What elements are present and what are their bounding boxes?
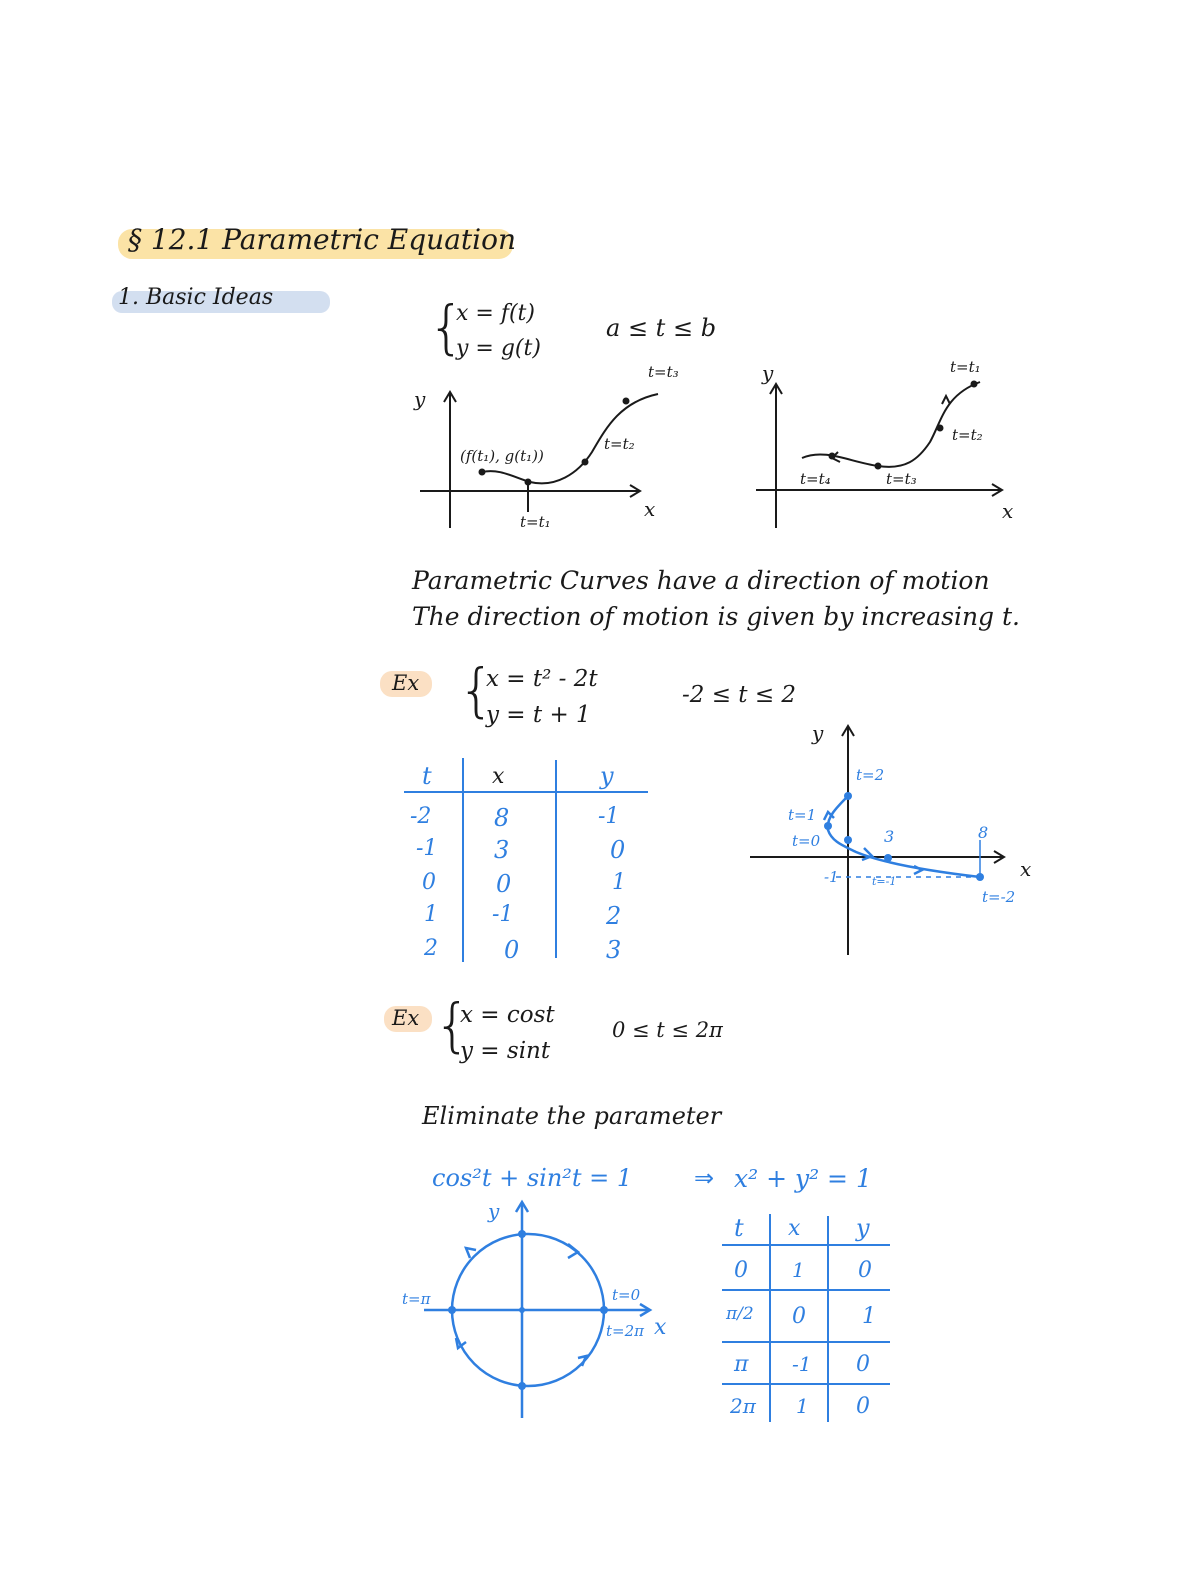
ex2-label-tpi: t=π bbox=[402, 1290, 431, 1308]
ex1-r4-x: 0 bbox=[504, 936, 520, 964]
ex2-r1-t: π/2 bbox=[726, 1304, 754, 1324]
basic-eq-y: y = g(t) bbox=[456, 336, 541, 361]
ex2-r3-y: 0 bbox=[856, 1394, 870, 1419]
ex2-r0-y: 0 bbox=[858, 1258, 872, 1283]
ex1-label-t2: t=2 bbox=[856, 766, 885, 784]
ex1-r0-t: -2 bbox=[410, 804, 432, 829]
ex1-th-t: t bbox=[422, 762, 432, 790]
ex2-r2-t: π bbox=[734, 1352, 749, 1377]
ex1-interval: -2 ≤ t ≤ 2 bbox=[682, 682, 797, 708]
ex1-eq-x: x = t² - 2t bbox=[486, 666, 598, 692]
ex1-r2-t: 0 bbox=[422, 870, 436, 895]
ex2-eq-y: y = sint bbox=[460, 1038, 551, 1064]
ex2-brace: { bbox=[434, 991, 471, 1059]
ex1-r2-y: 1 bbox=[612, 870, 626, 895]
ex1-label-tm2: t=-2 bbox=[982, 888, 1016, 906]
ex2-implies: ⇒ bbox=[694, 1164, 715, 1192]
ex2-th-y: y bbox=[856, 1214, 870, 1242]
ex1-r3-t: 1 bbox=[424, 902, 438, 927]
ex2-graph-xlabel: x bbox=[654, 1315, 667, 1340]
ex2-th-t: t bbox=[734, 1214, 744, 1242]
ex1-r1-x: 3 bbox=[494, 836, 510, 864]
page-title: § 12.1 Parametric Equation bbox=[128, 223, 516, 256]
graph1-xlabel: x bbox=[644, 497, 656, 521]
ex1-brace: { bbox=[458, 656, 495, 724]
graph1-label-t2: t=t₂ bbox=[604, 435, 635, 453]
ex2-label-t0: t=0 bbox=[612, 1286, 641, 1304]
ex1-r1-y: 0 bbox=[610, 836, 626, 864]
ex1-label-t1: t=1 bbox=[788, 806, 817, 824]
ex1-r4-t: 2 bbox=[424, 936, 438, 961]
ex2-graph-ylabel: y bbox=[488, 1199, 500, 1223]
ex1-label-ym1: -1 bbox=[824, 868, 839, 886]
ex1-r4-y: 3 bbox=[606, 936, 622, 964]
note-line-1: Parametric Curves have a direction of motion bbox=[412, 566, 990, 595]
graph1-label-t3: t=t₃ bbox=[648, 363, 679, 381]
ex1-tag: Ex bbox=[392, 671, 420, 695]
graph2-label-t4: t=t₄ bbox=[800, 470, 831, 488]
ex2-result: x² + y² = 1 bbox=[734, 1164, 872, 1193]
graph2-xlabel: x bbox=[1002, 499, 1014, 523]
ex2-eliminate: Eliminate the parameter bbox=[422, 1102, 722, 1130]
graph2-ylabel: y bbox=[762, 361, 774, 385]
ex1-r3-y: 2 bbox=[606, 902, 622, 930]
ex2-eq-x: x = cost bbox=[460, 1002, 555, 1028]
ex2-r0-t: 0 bbox=[734, 1258, 748, 1283]
ex2-interval: 0 ≤ t ≤ 2π bbox=[612, 1018, 723, 1042]
ex1-r0-y: -1 bbox=[598, 804, 620, 829]
ex2-r1-y: 1 bbox=[862, 1304, 876, 1329]
graph2-label-t3: t=t₃ bbox=[886, 470, 917, 488]
graph2-label-t2: t=t₂ bbox=[952, 426, 983, 444]
ex1-label-x3: 3 bbox=[884, 827, 895, 846]
ex1-th-x: x bbox=[492, 764, 505, 789]
ex2-r3-x: 1 bbox=[796, 1394, 809, 1418]
ex2-r3-t: 2π bbox=[730, 1394, 756, 1418]
ex2-identity: cos²t + sin²t = 1 bbox=[432, 1164, 633, 1192]
ex1-th-y: y bbox=[600, 762, 614, 790]
basic-eq-x: x = f(t) bbox=[456, 301, 535, 326]
basic-brace: { bbox=[428, 293, 465, 361]
ex1-graph-ylabel: y bbox=[812, 721, 824, 745]
note-line-2: The direction of motion is given by increasing t. bbox=[412, 602, 1020, 631]
ex2-r1-x: 0 bbox=[792, 1304, 806, 1329]
ex1-r0-x: 8 bbox=[494, 804, 510, 832]
ex1-r2-x: 0 bbox=[496, 870, 512, 898]
ex2-r2-x: -1 bbox=[792, 1352, 812, 1376]
graph2-label-t1: t=t₁ bbox=[950, 358, 981, 376]
ex1-r3-x: -1 bbox=[492, 902, 514, 927]
ex2-r2-y: 0 bbox=[856, 1352, 870, 1377]
ex1-r1-t: -1 bbox=[416, 836, 438, 861]
graph1-label-t1: t=t₁ bbox=[520, 513, 551, 531]
ex1-label-x8: 8 bbox=[978, 823, 989, 842]
ex1-graph-xlabel: x bbox=[1020, 857, 1032, 881]
graph1-ylabel: y bbox=[414, 387, 426, 411]
graph1-label-point: (f(t₁), g(t₁)) bbox=[460, 447, 544, 465]
ex1-label-tm1: t=-1 bbox=[872, 875, 897, 888]
section-heading: 1. Basic Ideas bbox=[118, 285, 274, 310]
ex2-r0-x: 1 bbox=[792, 1258, 805, 1282]
ex2-label-t2pi: t=2π bbox=[606, 1322, 644, 1340]
ex1-label-t0: t=0 bbox=[792, 832, 821, 850]
ex2-th-x: x bbox=[788, 1216, 801, 1241]
ex1-eq-y: y = t + 1 bbox=[486, 702, 591, 728]
ex2-tag: Ex bbox=[392, 1006, 420, 1030]
basic-interval: a ≤ t ≤ b bbox=[606, 314, 717, 342]
